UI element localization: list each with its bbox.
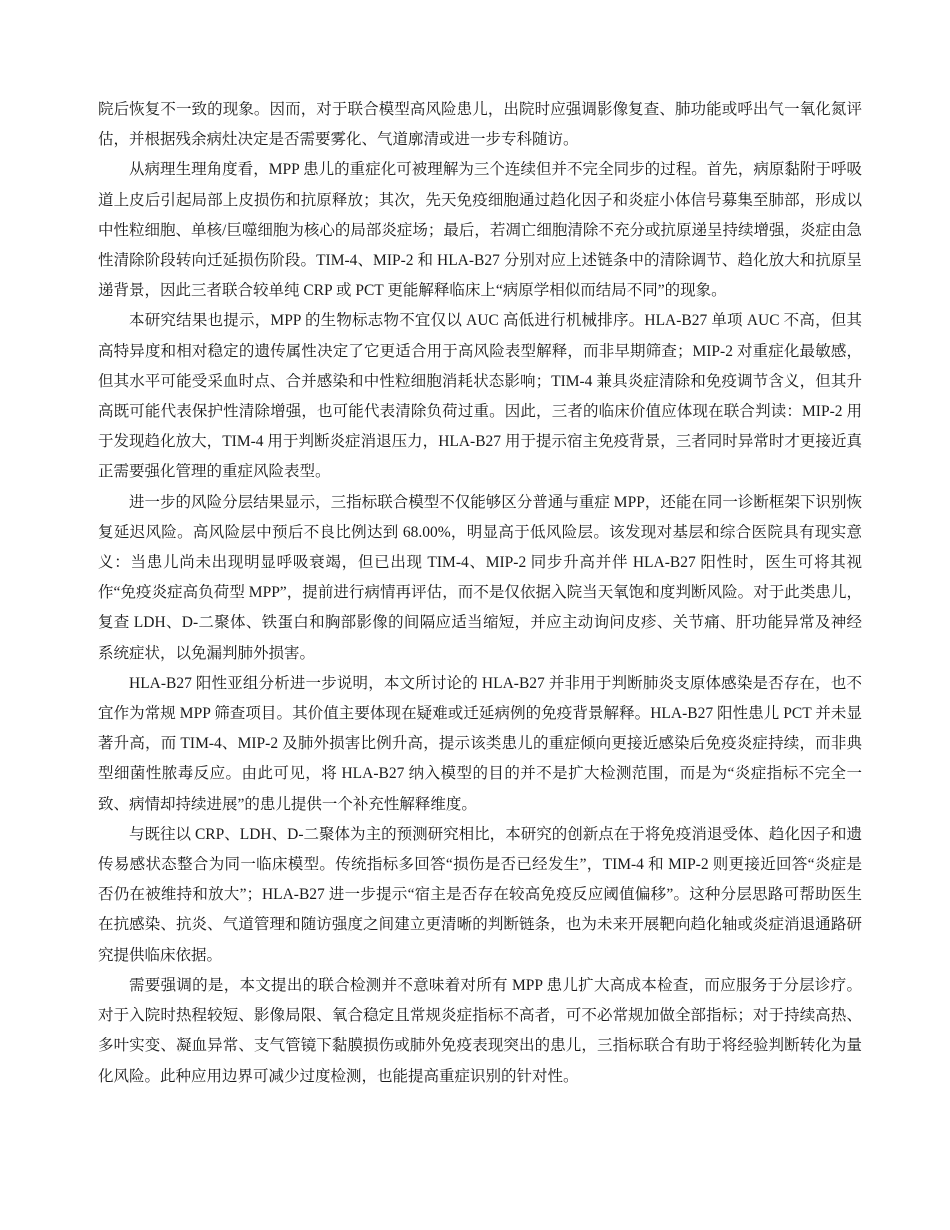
paragraph-innovation: 与既往以 CRP、LDH、D-二聚体为主的预测研究相比，本研究的创新点在于将免疫消退受体、趋化因子和遗传易感状态整合为同一临床模型。传统指标多回答“损伤是否已经发生”，TIM-4 和 MIP-2 则更接近回答“炎症是否仍在被维持和放大”；HLA-B27 进一步提示“宿主是否存在较高免疫反应阈值偏移”。这种分层思路可帮助医生在抗感染、抗炎、气道管理和随访强度之间建立更清晰的判断链条，也为未来开展靶向趋化轴或炎症消退通路研究提供临床依据。 (98, 825, 862, 964)
document-body (98, 95, 862, 1092)
paragraph-risk-stratification: 进一步的风险分层结果显示，三指标联合模型不仅能够区分普通与重症 MPP，还能在同一诊断框架下识别恢复延迟风险。高风险层中预后不良比例达到 68.00%，明显高于低风险层。该发现对基层和综合医院具有现实意义：当患儿尚未出现明显呼吸衰竭，但已出现 TIM-4、MIP-2 同步升高并伴 HLA-B27 阳性时，医生可将其视作“免疫炎症高负荷型 MPP”，提前进行病情再评估，而不是仅依据入院当天氧饱和度判断风险。对于此类患儿，复查 LDH、D-二聚体、铁蛋白和胸部影像的间隔应适当缩短，并应主动询问皮疹、关节痛、肝功能异常及神经系统症状，以免漏判肺外损害。 (98, 493, 862, 662)
paragraph-application-boundary: 需要强调的是，本文提出的联合检测并不意味着对所有 MPP 患儿扩大高成本检查，而应服务于分层诊疗。对于入院时热程较短、影像局限、氧合稳定且常规炎症指标不高者，可不必常规加做全部指标；对于持续高热、多叶实变、凝血异常、支气管镜下黏膜损伤或肺外免疫表现突出的患儿，三指标联合有助于将经验判断转化为量化风险。此种应用边界可减少过度检测，也能提高重症识别的针对性。 (98, 976, 862, 1085)
paragraph-pathophysiology: 从病理生理角度看，MPP 患儿的重症化可被理解为三个连续但并不完全同步的过程。首先，病原黏附于呼吸道上皮后引起局部上皮损伤和抗原释放；其次，先天免疫细胞通过趋化因子和炎症小体信号募集至肺部，形成以中性粒细胞、单核/巨噬细胞为核心的局部炎症场；最后，若凋亡细胞清除不充分或抗原递呈持续增强，炎症由急性清除阶段转向迁延损伤阶段。TIM-4、MIP-2 和 HLA-B27 分别对应上述链条中的清除调节、趋化放大和抗原呈递背景，因此三者联合较单纯 CRP 或 PCT 更能解释临床上“病原学相似而结局不同”的现象。 (98, 161, 862, 300)
paragraph-biomarker-ranking: 本研究结果也提示，MPP 的生物标志物不宜仅以 AUC 高低进行机械排序。HLA-B27 单项 AUC 不高，但其高特异度和相对稳定的遗传属性决定了它更适合用于高风险表型解释，而非早期筛查；MIP-2 对重症化最敏感，但其水平可能受采血时点、合并感染和中性粒细胞消耗状态影响；TIM-4 兼具炎症清除和免疫调节含义，但其升高既可能代表保护性清除增强，也可能代表清除负荷过重。因此，三者的临床价值应体现在联合判读：MIP-2 用于发现趋化放大，TIM-4 用于判断炎症消退压力，HLA-B27 用于提示宿主免疫背景，三者同时异常时才更接近真正需要强化管理的重症风险表型。 (98, 312, 862, 481)
paragraph-hla-b27-subgroup: HLA-B27 阳性亚组分析进一步说明，本文所讨论的 HLA-B27 并非用于判断肺炎支原体感染是否存在，也不宜作为常规 MPP 筛查项目。其价值主要体现在疑难或迁延病例的免疫背景解释。HLA-B27 阳性患儿 PCT 并未显著升高，而 TIM-4、MIP-2 及肺外损害比例升高，提示该类患儿的重症倾向更接近感染后免疫炎症持续，而非典型细菌性脓毒反应。由此可见，将 HLA-B27 纳入模型的目的并不是扩大检测范围，而是为“炎症指标不完全一致、病情却持续进展”的患儿提供一个补充性解释维度。 (98, 674, 862, 813)
paragraph-continued: 院后恢复不一致的现象。因而，对于联合模型高风险患儿，出院时应强调影像复查、肺功能或呼出气一氧化氮评估，并根据残余病灶决定是否需要雾化、气道廓清或进一步专科随访。 (98, 101, 862, 149)
